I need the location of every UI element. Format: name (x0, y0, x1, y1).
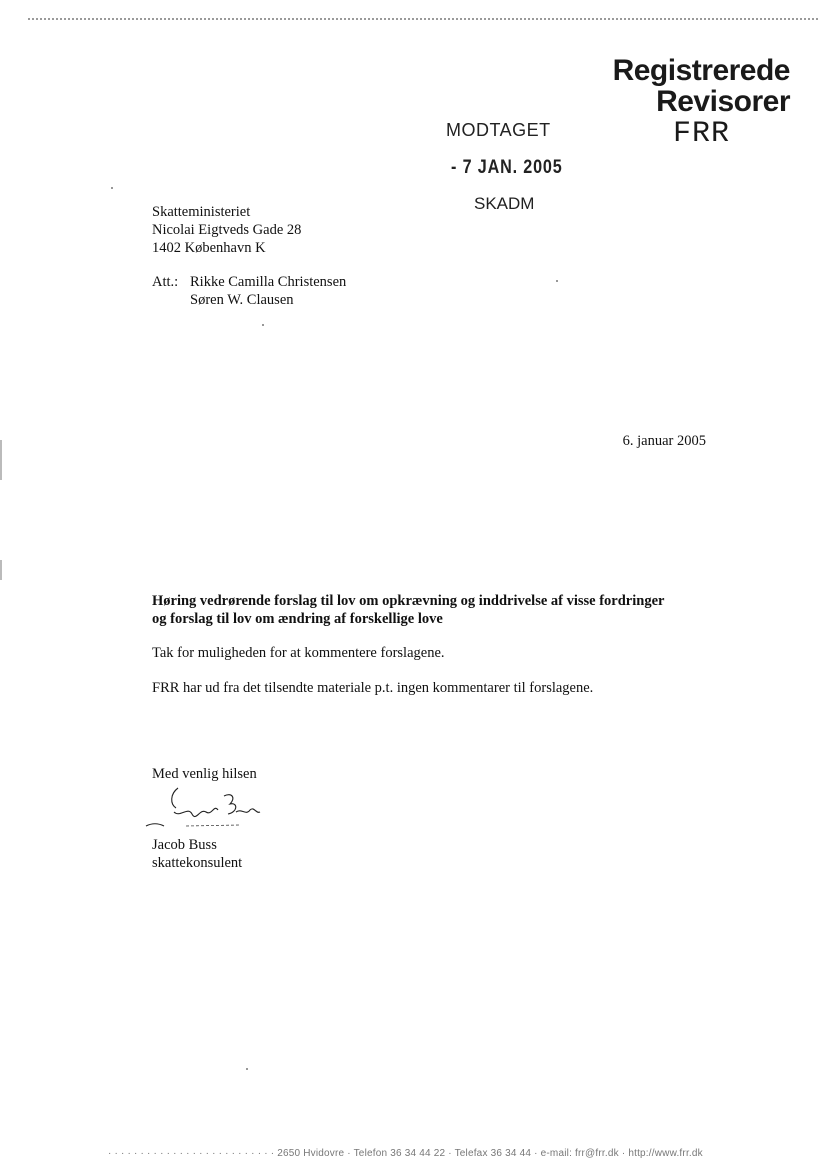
handwritten-signature (140, 782, 270, 834)
scan-speck (246, 1068, 248, 1070)
closing-salutation: Med venlig hilsen (152, 766, 257, 782)
attention-label: Att.: (152, 274, 179, 290)
logo-line-1: Registrerede (612, 54, 790, 87)
letter-date: 6. januar 2005 (622, 433, 706, 449)
scan-border-top (28, 18, 818, 20)
body-paragraph: Tak for muligheden for at kommentere forslagene. (152, 645, 445, 661)
scan-edge-mark (0, 560, 2, 580)
signer-block (152, 836, 242, 872)
received-stamp-date: - 7 JAN. 2005 (451, 157, 563, 178)
scan-speck (262, 324, 264, 326)
body-paragraph: FRR har ud fra det tilsendte materiale p.t. ingen kommentarer til forslagene. (152, 680, 594, 696)
frr-logo (613, 55, 790, 151)
subject-line: og forslag til lov om ændring af forskellige love (152, 611, 443, 627)
logo-line-3: FRR (672, 117, 730, 151)
scan-speck (556, 280, 558, 282)
scan-speck (111, 187, 113, 189)
received-stamp: MODTAGET (446, 120, 551, 140)
subject-line: Høring vedrørende forslag til lov om opkrævning og inddrivelse af visse fordringer (152, 593, 665, 609)
letter-subject (152, 592, 742, 628)
recipient-name: Skatteministeriet (152, 204, 251, 220)
attention-block (152, 273, 346, 309)
scan-edge-mark (0, 440, 2, 480)
logo-line-2: Revisorer (656, 85, 790, 118)
attention-person: Søren W. Clausen (190, 292, 294, 308)
signer-title: skattekonsulent (152, 855, 243, 871)
signer-name: Jacob Buss (152, 837, 217, 853)
letter-footer: · · · · · · · · · · · · · · · · · · · · · · · · · · 2650 Hvidovre · Telefon 36 34 44 22 · Telefax 36 34 44 · e-mail: frr@frr.dk · http://www.frr.dk (108, 1148, 703, 1159)
recipient-street: Nicolai Eigtveds Gade 28 (152, 222, 302, 238)
attention-person: Rikke Camilla Christensen (190, 274, 347, 290)
received-stamp-department: SKADM (474, 194, 535, 213)
recipient-address (152, 203, 301, 257)
recipient-city: 1402 København K (152, 240, 266, 256)
